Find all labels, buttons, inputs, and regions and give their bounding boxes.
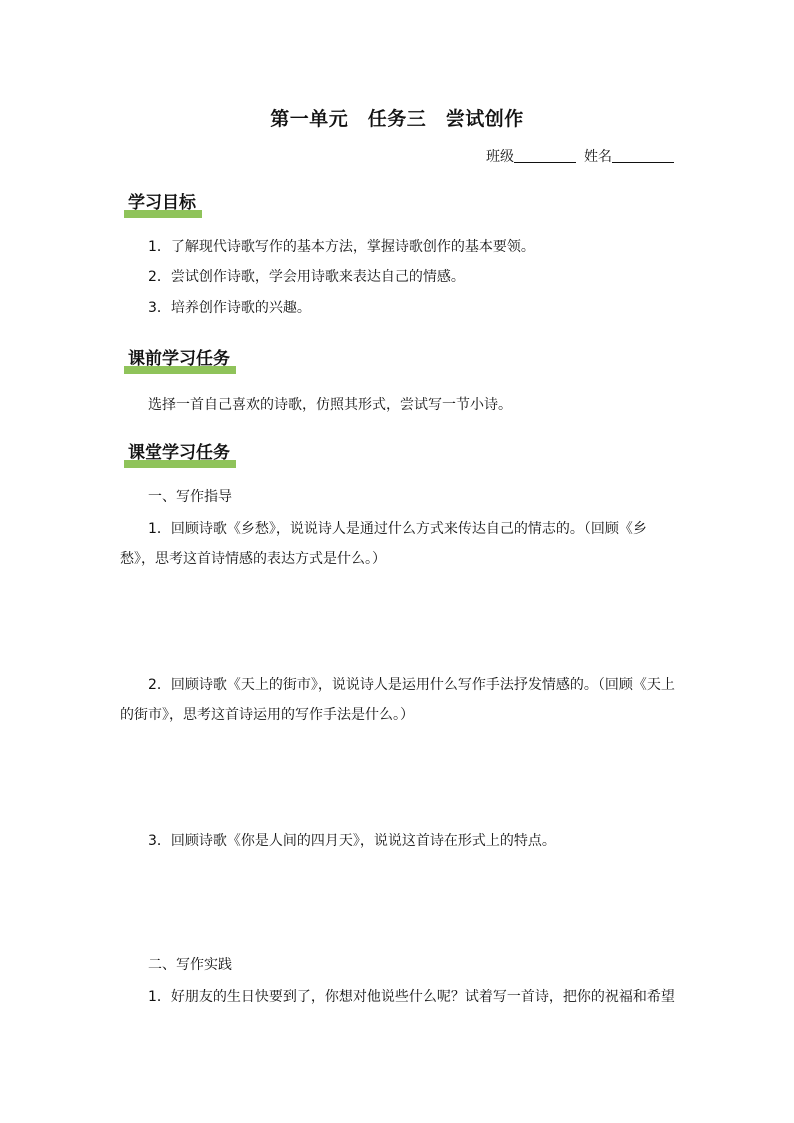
goal-item: 1．了解现代诗歌写作的基本方法，掌握诗歌创作的基本要领。 — [148, 239, 535, 255]
preclass-task-text: 选择一首自己喜欢的诗歌，仿照其形式，尝试写一节小诗。 — [148, 397, 512, 413]
part-title-practice: 二、写作实践 — [148, 957, 232, 973]
goal-item: 3．培养创作诗歌的兴趣。 — [148, 300, 311, 316]
name-label: 姓名 — [584, 149, 612, 165]
question-2: 2．回顾诗歌《天上的街市》，说说诗人是运用什么写作手法抒发情感的。（回顾《天上的街市》，思考这首诗运用的写作手法是什么。） — [120, 677, 675, 723]
question-1: 1．回顾诗歌《乡愁》，说说诗人是通过什么方式来传达自己的情志的。（回顾《乡愁》，思考这首诗情感的表达方式是什么。） — [120, 521, 647, 567]
question-3: 3．回顾诗歌《你是人间的四月天》，说说这首诗在形式上的特点。 — [148, 833, 556, 849]
part-title-guidance: 一、写作指导 — [148, 489, 232, 505]
class-name-line — [486, 146, 674, 166]
goal-item: 2．尝试创作诗歌，学会用诗歌来表达自己的情感。 — [148, 269, 465, 285]
heading-label: 学习目标 — [128, 193, 196, 213]
section-heading-inclass — [124, 442, 236, 468]
page-title: 第一单元 任务三 尝试创作 — [270, 108, 524, 130]
heading-label: 课前学习任务 — [128, 349, 230, 369]
section-heading-goals — [124, 192, 202, 218]
class-blank[interactable] — [514, 148, 576, 163]
section-heading-preclass — [124, 348, 236, 374]
name-blank[interactable] — [612, 148, 674, 163]
class-label: 班级 — [486, 149, 514, 165]
practice-1: 1．好朋友的生日快要到了，你想对他说些什么呢？试着写一首诗，把你的祝福和希望 — [148, 989, 675, 1005]
heading-label: 课堂学习任务 — [128, 443, 230, 463]
